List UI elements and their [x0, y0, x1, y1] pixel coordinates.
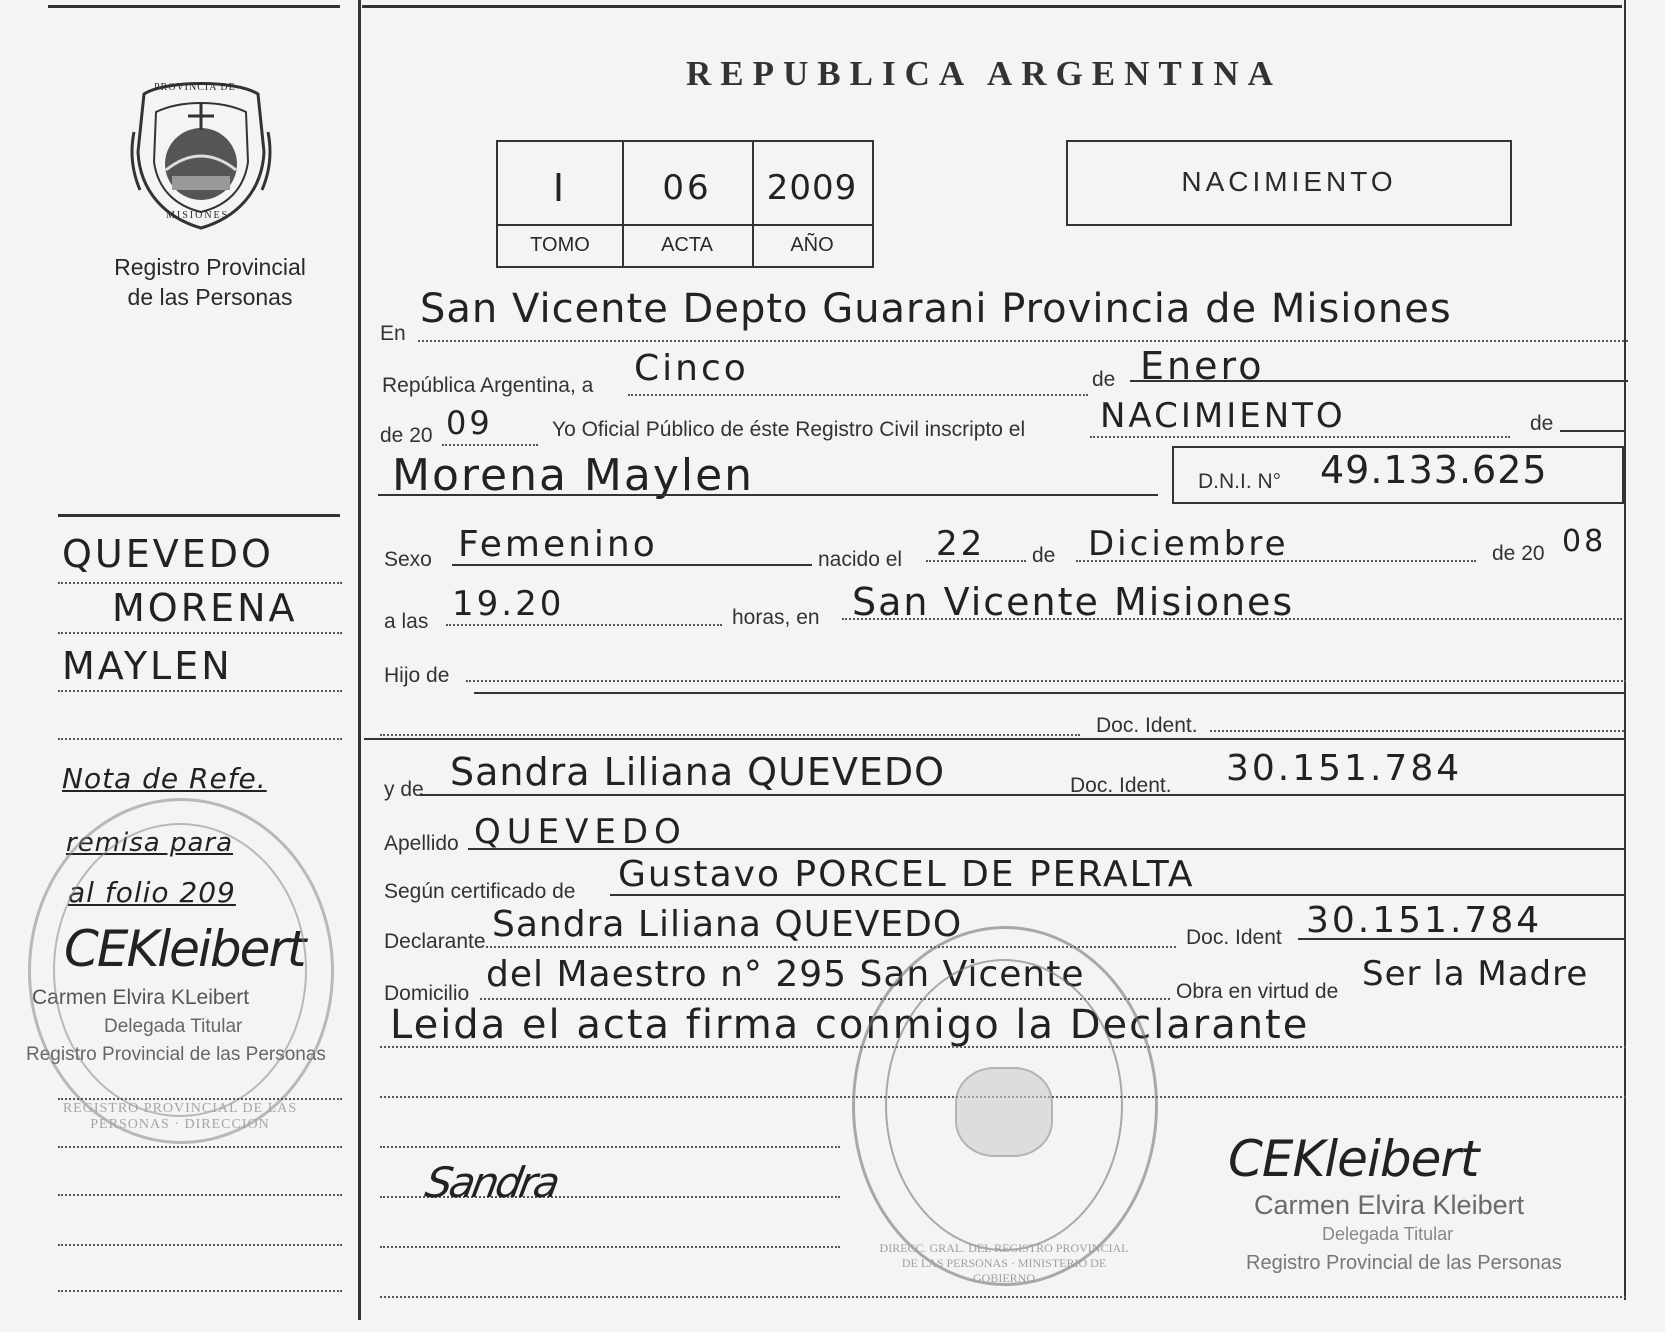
- segun-label: Según certificado de: [384, 880, 576, 903]
- anio-label: AÑO: [790, 234, 834, 256]
- en-value: San Vicente Depto Guarani Provincia de Misiones: [420, 286, 1452, 332]
- record-type: NACIMIENTO: [1181, 166, 1397, 197]
- margin-official-title: Delegada Titular: [104, 1016, 243, 1037]
- office-name-line2: de las Personas: [127, 284, 293, 310]
- left-column-divider: [358, 0, 361, 1320]
- declarante-doc: 30.151.784: [1306, 900, 1543, 941]
- de-label-2: de: [1530, 412, 1554, 435]
- top-rule-right: [362, 5, 1622, 8]
- birth-year-prefix: de 20: [1492, 542, 1545, 565]
- child-name: Morena Maylen: [392, 450, 755, 501]
- mother-name: Sandra Liliana QUEVEDO: [450, 750, 946, 794]
- oficial-label: Yo Oficial Público de éste Registro Civil inscripto el: [552, 418, 1026, 441]
- acta-label: ACTA: [661, 234, 713, 256]
- inscripto-value: NACIMIENTO: [1100, 396, 1346, 436]
- hour-value: 19.20: [452, 584, 565, 624]
- margin-note-line3: al folio 209: [68, 876, 236, 909]
- tomo-label: TOMO: [530, 234, 590, 256]
- republica-label: República Argentina, a: [382, 374, 594, 397]
- en-label: En: [380, 322, 406, 345]
- declarante-label: Declarante: [384, 930, 486, 953]
- top-rule-left: [48, 5, 340, 8]
- day-value: Cinco: [634, 348, 749, 389]
- margin-official-office: Registro Provincial de las Personas: [26, 1044, 326, 1065]
- office-name-line1: Registro Provincial: [114, 254, 306, 280]
- declarante-value: Sandra Liliana QUEVEDO: [492, 904, 963, 945]
- de-label-3: de: [1032, 544, 1056, 567]
- closing-text: Leida el acta firma conmigo la Declarante: [390, 1002, 1310, 1048]
- margin-note-line2: remisa para: [66, 828, 234, 858]
- margin-signature: CEKleibert: [64, 920, 305, 978]
- apellido-label: Apellido: [384, 832, 459, 855]
- domicilio-label: Domicilio: [384, 982, 470, 1005]
- yde-label: y de: [384, 778, 424, 801]
- year-prefix: de 20: [380, 424, 433, 447]
- right-border: [1624, 0, 1626, 1300]
- doc-ident-label-2: Doc. Ident.: [1070, 774, 1172, 797]
- hijo-label: Hijo de: [384, 664, 450, 687]
- official-seal-text: DIRECC. GRAL. DEL REGISTRO PROVINCIAL DE LAS PERSONAS · MINISTERIO DE GOBIERNO: [879, 1241, 1129, 1285]
- official-office: Registro Provincial de las Personas: [1246, 1252, 1562, 1274]
- margin-name1: MORENA: [112, 586, 298, 630]
- birth-year-value: 08: [1562, 524, 1607, 559]
- dni-box: [1172, 446, 1624, 504]
- tomo-value: I: [552, 166, 568, 210]
- birth-month: Diciembre: [1088, 524, 1289, 564]
- emblem-text-bottom: MISIONES: [166, 210, 230, 221]
- doc-ident-label-1: Doc. Ident.: [1096, 714, 1198, 737]
- declarant-signature: Sandra: [421, 1158, 562, 1207]
- margin-name2: MAYLEN: [62, 644, 233, 688]
- official-title: Delegada Titular: [1322, 1224, 1454, 1244]
- mother-doc: 30.151.784: [1226, 748, 1463, 789]
- doc-ident-label-3: Doc. Ident: [1186, 926, 1282, 949]
- dni-label: D.N.I. N°: [1198, 470, 1282, 493]
- official-name: Carmen Elvira Kleibert: [1254, 1190, 1525, 1220]
- record-type-box: [1066, 140, 1512, 226]
- anio-value: 2009: [766, 168, 858, 208]
- margin-surname: QUEVEDO: [62, 532, 274, 576]
- apellido-value: QUEVEDO: [474, 812, 687, 852]
- horas-label: horas, en: [732, 606, 820, 629]
- birth-day: 22: [936, 524, 986, 564]
- obra-label: Obra en virtud de: [1176, 980, 1339, 1003]
- obra-value: Ser la Madre: [1362, 954, 1589, 994]
- margin-note-line1: Nota de Refe.: [62, 762, 267, 795]
- alas-label: a las: [384, 610, 429, 633]
- country-title: REPUBLICA ARGENTINA: [686, 54, 1282, 93]
- dni-value: 49.133.625: [1320, 448, 1548, 492]
- nacido-label: nacido el: [818, 548, 903, 571]
- official-signature: CEKleibert: [1228, 1130, 1479, 1188]
- emblem-text-top: PROVINCIA DE: [154, 82, 236, 93]
- official-seal: [852, 926, 1158, 1286]
- sexo-value: Femenino: [458, 524, 658, 565]
- acta-value: 06: [662, 168, 712, 208]
- registry-box: [496, 140, 874, 268]
- domicilio-value: del Maestro n° 295 San Vicente: [486, 954, 1085, 995]
- birth-place: San Vicente Misiones: [852, 580, 1295, 624]
- margin-seal: [28, 798, 334, 1144]
- segun-value: Gustavo PORCEL DE PERALTA: [618, 854, 1195, 895]
- margin-official-name: Carmen Elvira KLeibert: [32, 986, 250, 1009]
- margin-divider-top: [58, 514, 340, 517]
- de-label: de: [1092, 368, 1116, 391]
- margin-seal-text: REGISTRO PROVINCIAL DE LAS PERSONAS · DIRECCION: [62, 1101, 298, 1132]
- sexo-label: Sexo: [384, 548, 432, 571]
- year-value: 09: [446, 404, 493, 442]
- month-value: Enero: [1140, 344, 1265, 388]
